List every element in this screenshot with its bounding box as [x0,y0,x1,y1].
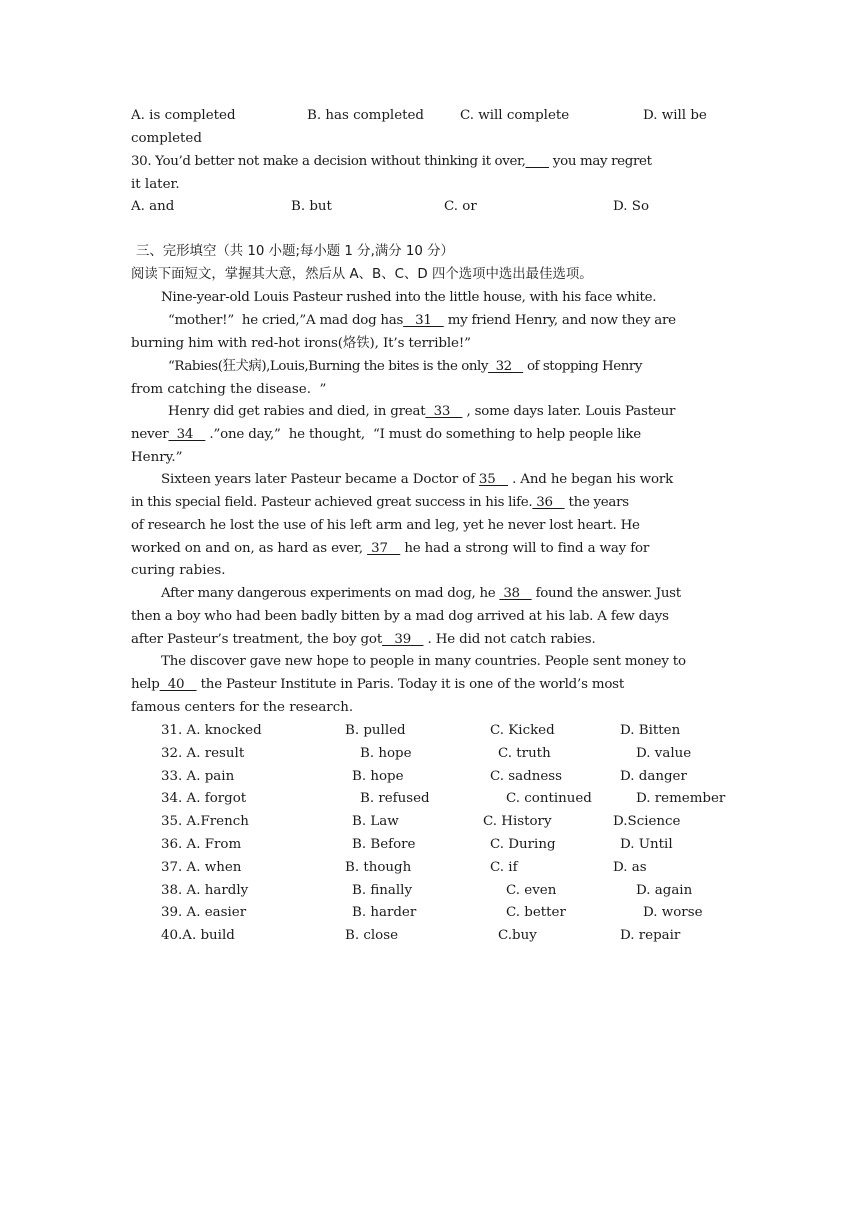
option-34-d: D. remember [636,791,726,807]
q30-option-b: B. but [291,199,332,214]
blank-35: 35 [478,472,508,487]
passage-text: after Pasteur’s treatment, the boy got [131,632,383,647]
blank-38: 38 [499,586,532,601]
option-38-d: D. again [636,882,693,898]
passage-text: help [131,677,160,692]
passage-line-11: of research he lost the use of his left arm and leg, yet he never lost heart. He [131,518,640,533]
option-31-b: B. pulled [345,723,406,738]
passage-line-17: The discover gave new hope to people in many countries. People sent money to [161,654,686,669]
passage-line-15: then a boy who had been badly bitten by a mad dog arrived at his lab. A few days [131,609,669,624]
blank-32: 32 [487,359,524,374]
passage-text: . He did not catch rabies. [423,632,596,647]
passage-text: Henry did get rabies and died, in great [168,404,426,419]
option-40-c: C.buy [498,928,537,944]
q30-stem-post: you may regret [549,154,652,169]
option-31-d: D. Bitten [620,723,681,738]
option-39-c: C. better [506,905,566,921]
option-38-c: C. even [506,882,557,898]
q30-blank [526,154,549,169]
passage-line-13: curing rabies. [131,563,226,578]
option-34-a: 34. A. forgot [161,791,247,807]
passage-line-19: famous centers for the research. [131,700,354,715]
option-38-b: B. finally [352,882,413,898]
passage-line-14 [161,585,681,603]
q29-option-c: C. will complete [460,108,570,123]
option-37-d: D. as [613,859,647,875]
option-36-d: D. Until [620,837,673,852]
option-33-c: C. sadness [490,768,563,784]
q30-stem-cont: it later. [131,177,180,192]
option-31-c: C. Kicked [490,723,555,738]
option-32-d: D. value [636,745,692,761]
section3-instruction: 阅读下面短文，掌握其大意，然后从 A、B、C、D 四个选项中选出最佳选项。 [131,267,593,282]
passage-line-8: Henry.” [131,450,183,465]
blank-40: 40 [159,677,197,692]
passage-text: . And he began his work [507,472,674,487]
passage-line-3: burning him with red-hot irons(烙铁), It’s terrible!” [131,336,471,351]
passage-text: After many dangerous experiments on mad dog, he [161,586,500,601]
option-37-c: C. if [490,859,518,875]
q30-option-a: A. and [131,199,175,214]
q29-option-b: B. has completed [307,108,425,123]
option-35-c: C. History [483,814,552,830]
passage-text: worked on and on, as hard as ever, [131,541,368,556]
option-40-b: B. close [345,928,398,944]
option-33-b: B. hope [352,768,404,784]
option-31-a: 31. A. knocked [161,723,262,738]
passage-text: .”one day,” he thought, “I must do something to help people like [205,427,641,442]
passage-text: he had a strong will to find a way for [400,541,650,556]
passage-text: my friend Henry, and now they are [443,313,676,328]
passage-line-4 [168,358,642,376]
passage-text: the Pasteur Institute in Paris. Today it is one of the world’s most [196,677,625,692]
option-34-b: B. refused [360,791,430,807]
q30-option-d: D. So [613,199,650,214]
option-33-d: D. danger [620,768,687,784]
q30-stem [131,153,652,171]
passage-text: found the answer. Just [531,586,681,601]
option-34-c: C. continued [506,791,592,807]
blank-34: 34 [168,427,206,442]
passage-text: the years [564,495,629,510]
blank-37: 37 [367,541,401,556]
option-35-d: D.Science [613,814,681,830]
section3-heading: 三、完形填空（共 10 小题;每小题 1 分,满分 10 分） [136,244,454,259]
passage-text: “Rabies(狂犬病),Louis,Burning the bites is the only [168,359,488,374]
option-32-b: B. hope [360,745,412,761]
option-39-d: D. worse [643,905,703,921]
blank-31: 31 [403,313,444,328]
passage-text: in this special field. Pasteur achieved great success in his life. [131,495,533,510]
blank-36: 36 [532,495,565,510]
passage-line-7 [131,426,641,444]
passage-text: never [131,427,169,442]
q29-option-d-cont: completed [131,131,202,146]
option-40-d: D. repair [620,928,681,944]
blank-39: 39 [382,632,424,647]
passage-text: “mother!” he cried,”A mad dog has [168,313,404,328]
option-36-c: C. During [490,837,556,852]
option-38-a: 38. A. hardly [161,882,249,898]
blank-33: 33 [425,404,463,419]
option-39-b: B. harder [352,905,417,921]
passage-line-18 [131,676,624,694]
q30-option-c: C. or [444,199,477,214]
option-37-a: 37. A. when [161,859,242,875]
passage-text: of stopping Henry [523,359,642,374]
option-39-a: 39. A. easier [161,905,247,921]
q30-stem-pre: 30. You’d better not make a decision without thinking it over, [131,154,526,169]
passage-line-12 [131,540,649,558]
passage-line-9 [161,471,673,489]
q29-option-a: A. is completed [131,108,236,123]
option-36-a: 36. A. From [161,837,242,852]
option-32-c: C. truth [498,745,551,761]
option-32-a: 32. A. result [161,745,245,761]
option-36-b: B. Before [352,837,416,852]
passage-line-16 [131,631,596,649]
q29-option-d: D. will be [643,108,707,123]
passage-line-6 [168,403,675,421]
option-33-a: 33. A. pain [161,768,235,784]
passage-text: Sixteen years later Pasteur became a Doctor of [161,472,479,487]
passage-line-1: Nine-year-old Louis Pasteur rushed into the little house, with his face white. [161,290,657,305]
passage-line-5: from catching the disease. ” [131,382,327,397]
option-35-a: 35. A.French [161,814,249,830]
option-35-b: B. Law [352,814,399,830]
passage-line-10 [131,494,629,512]
passage-text: , some days later. Louis Pasteur [462,404,676,419]
option-40-a: 40.A. build [161,928,235,944]
passage-line-2 [168,312,676,330]
option-37-b: B. though [345,859,412,875]
